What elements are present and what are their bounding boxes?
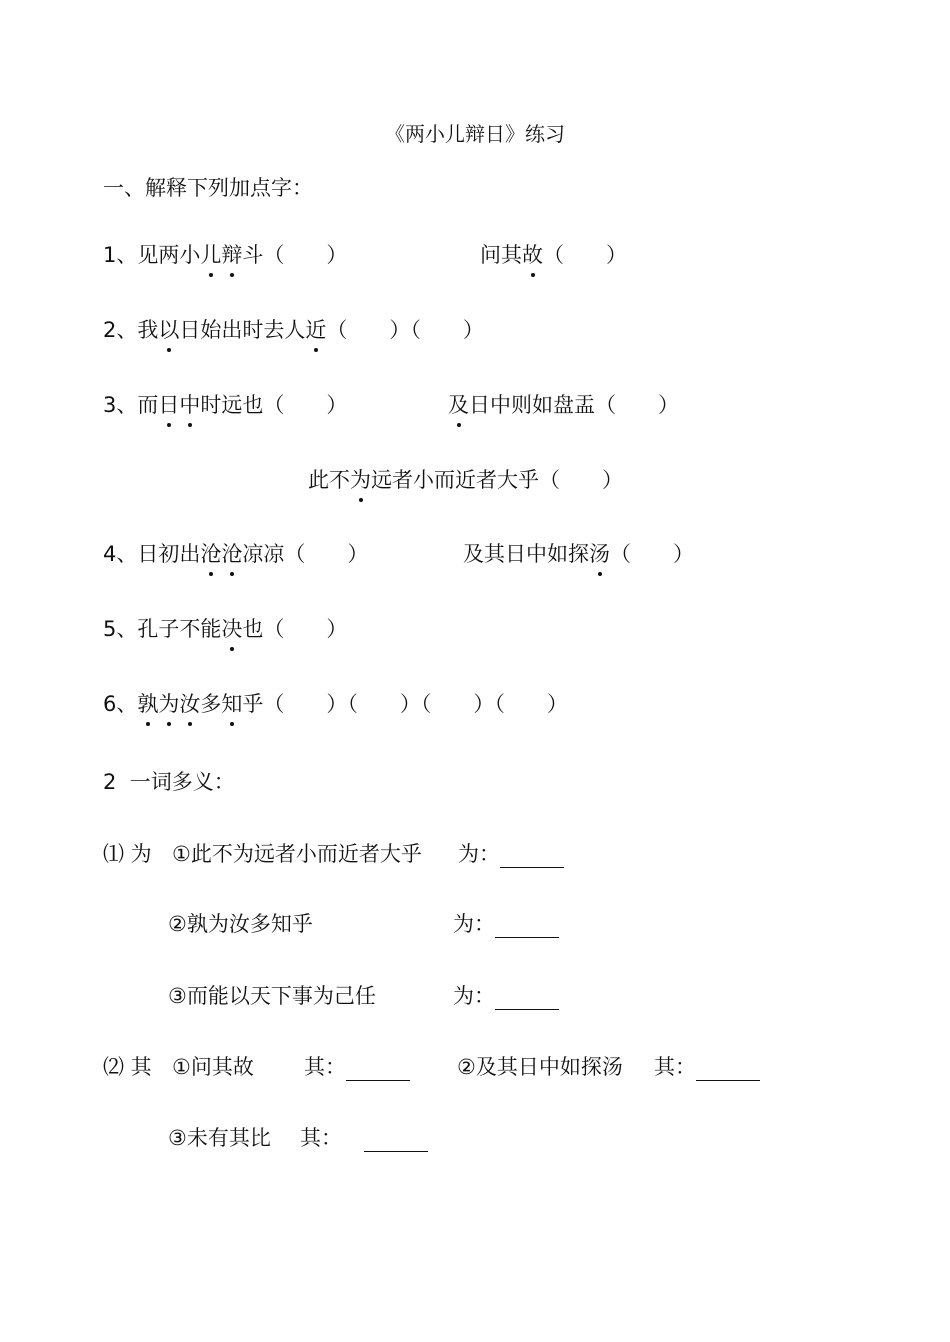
dotted-char: 孰 bbox=[137, 692, 159, 716]
q-text: 也（ ） bbox=[242, 617, 348, 641]
answer-blank[interactable] bbox=[500, 845, 564, 868]
q-text: 斗（ ） bbox=[242, 243, 348, 267]
question-3a bbox=[103, 391, 347, 419]
dotted-char: 及 bbox=[448, 393, 469, 417]
dotted-char: 决 bbox=[221, 617, 243, 641]
poly-answer bbox=[453, 982, 559, 1010]
question-3c bbox=[308, 466, 623, 494]
poly-item-text: ①问其故 bbox=[172, 1055, 254, 1079]
dotted-char: 知 bbox=[221, 692, 243, 716]
poly-item-text: ②及其日中如探汤 bbox=[457, 1055, 623, 1079]
answer-label: 为： bbox=[458, 842, 500, 866]
q-number: 4、 bbox=[103, 542, 138, 566]
q-text: 我 bbox=[137, 318, 159, 342]
q-text: 孔子不能 bbox=[137, 617, 222, 641]
q-number: 2、 bbox=[103, 318, 138, 342]
dotted-char: 沧 bbox=[221, 542, 243, 566]
dotted-char: 日 bbox=[158, 393, 180, 417]
worksheet-title: 《两小儿辩日》练习 bbox=[385, 122, 565, 146]
q-text: 日初出 bbox=[137, 542, 201, 566]
q-text: 远者小而近者大乎（ ） bbox=[371, 468, 623, 492]
q-text: 日中则如盘盂（ ） bbox=[469, 393, 679, 417]
q-text: 时远也（ ） bbox=[200, 393, 348, 417]
section1-heading: 一、解释下列加点字： bbox=[103, 176, 313, 200]
poly-answer bbox=[304, 1053, 410, 1081]
poly-answer bbox=[654, 1053, 760, 1081]
q-text: 多 bbox=[200, 692, 222, 716]
answer-label: 其： bbox=[304, 1055, 346, 1079]
q-text: 问其 bbox=[480, 243, 522, 267]
q-number: 1、 bbox=[103, 243, 138, 267]
answer-blank[interactable] bbox=[696, 1058, 760, 1081]
poly-item-text: ②孰为汝多知乎 bbox=[168, 912, 313, 936]
dotted-char: 中 bbox=[179, 393, 201, 417]
poly-label-wei: ⑴ 为 bbox=[103, 842, 152, 866]
section2-heading: 2 一词多义： bbox=[103, 770, 235, 794]
question-4a bbox=[103, 540, 368, 568]
question-3b bbox=[448, 391, 679, 419]
dotted-char: 辩 bbox=[221, 243, 243, 267]
q-number: 5、 bbox=[103, 617, 138, 641]
question-1b bbox=[480, 241, 627, 269]
q-text: 见两小 bbox=[137, 243, 201, 267]
question-4b bbox=[463, 540, 694, 568]
answer-blank[interactable] bbox=[495, 987, 559, 1010]
dotted-char: 沧 bbox=[200, 542, 222, 566]
dotted-char: 儿 bbox=[200, 243, 222, 267]
q-number: 6、 bbox=[103, 692, 138, 716]
answer-label: 为： bbox=[453, 912, 495, 936]
q-text: 凉凉（ ） bbox=[242, 542, 369, 566]
dotted-char: 以 bbox=[158, 318, 180, 342]
poly-answer bbox=[300, 1124, 428, 1152]
answer-label: 其： bbox=[654, 1055, 696, 1079]
poly-answer bbox=[458, 840, 564, 868]
dotted-char: 故 bbox=[522, 243, 543, 267]
q-text: 此不 bbox=[308, 468, 350, 492]
q-number: 3、 bbox=[103, 393, 138, 417]
answer-blank[interactable] bbox=[495, 915, 559, 938]
poly-answer bbox=[453, 910, 559, 938]
answer-label: 其： bbox=[300, 1126, 342, 1150]
dotted-char: 近 bbox=[305, 318, 327, 342]
poly-item-text: ③而能以天下事为己任 bbox=[168, 984, 376, 1008]
question-5 bbox=[103, 615, 347, 643]
q-text: 乎（ ）（ ）（ ）（ ） bbox=[242, 692, 568, 716]
dotted-char: 汝 bbox=[179, 692, 201, 716]
dotted-char: 为 bbox=[350, 468, 371, 492]
q-text: （ ）（ ） bbox=[326, 318, 484, 342]
poly-item-text: ③未有其比 bbox=[168, 1126, 271, 1150]
poly-item-text: ①此不为远者小而近者大乎 bbox=[172, 842, 422, 866]
q-text: （ ） bbox=[610, 542, 694, 566]
dotted-char: 为 bbox=[158, 692, 180, 716]
poly-label-qi: ⑵ 其 bbox=[103, 1055, 152, 1079]
q-text: 而 bbox=[137, 393, 159, 417]
question-6 bbox=[103, 690, 568, 718]
q-text: （ ） bbox=[543, 243, 627, 267]
question-2 bbox=[103, 316, 484, 344]
q-text: 日始出时去人 bbox=[179, 318, 306, 342]
answer-label: 为： bbox=[453, 984, 495, 1008]
answer-blank[interactable] bbox=[364, 1129, 428, 1152]
q-text: 及其日中如探 bbox=[463, 542, 589, 566]
answer-blank[interactable] bbox=[346, 1058, 410, 1081]
dotted-char: 汤 bbox=[589, 542, 610, 566]
question-1a bbox=[103, 241, 347, 269]
